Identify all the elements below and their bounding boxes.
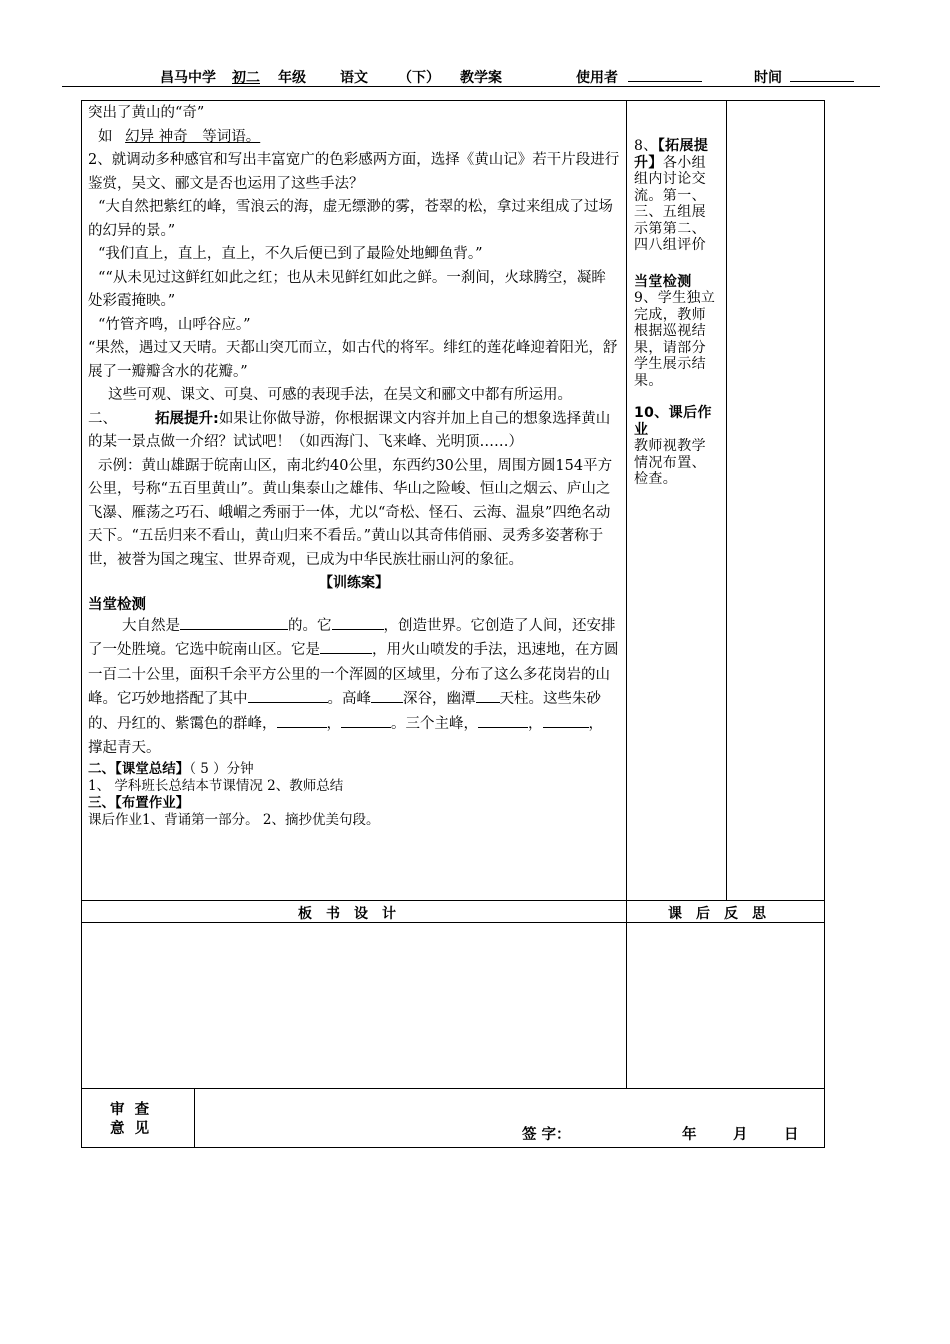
volume: （下） (398, 70, 440, 86)
review-label-line-1: 审 查 (110, 1102, 150, 1118)
example-paragraph: 示例：黄山雄踞于皖南山区，南北约40公里，东西约30公里，周围方圆154平方公里，号称“五百里黄山”。黄山集泰山之雄伟、华山之险峻、恒山之烟云、庐山之飞瀑、雁荡之巧石、峨嵋之秀丽于一体，尤以“奇松、怪石、云海、温泉”四绝名动天下。“五岳归来不看山，黄山归来不看岳。”黄山以其奇伟俏丽、灵秀多姿著称于世，被誉为国之瑰宝、世界奇观，已成为中华民族壮丽山河的象征。 (88, 457, 613, 568)
fill-blank[interactable] (277, 712, 327, 728)
class-summary-title: 二、【课堂总结】 (88, 760, 190, 777)
after-class-reflection-label: 课后反思 (668, 906, 780, 922)
note-8-number: 8、 (634, 138, 658, 154)
fill-text: 大自然是 (122, 617, 180, 634)
note-10-text: 教师视教学情况布置、检查。 (634, 438, 706, 487)
fill-blank[interactable] (371, 687, 403, 703)
class-summary-items: 1、 学科班长总结本节课情况 2、教师总结 (88, 777, 344, 794)
quote-4: “竹管齐鸣，山呼谷应。” (98, 316, 251, 333)
extension-text: 如果让你做导游，你根据课文内容并加上自己的想象选择黄山的某一景点做一介绍？试试吧！（如西海门、飞来峰、光明顶……） (88, 410, 611, 450)
note-8 (634, 138, 720, 254)
month-label: 月 (733, 1127, 748, 1143)
fill-blank[interactable] (476, 687, 500, 703)
user-blank (628, 66, 702, 82)
school-name: 昌马中学 (160, 70, 216, 86)
summary-line: 这些可观、课文、可臭、可感的表现手法，在吴文和郦文中都有所运用。 (108, 387, 572, 403)
class-summary-time: （ 5 ）分钟 (189, 760, 254, 777)
divider-review-label (194, 1088, 195, 1148)
board-design-label: 板书设计 (298, 906, 410, 922)
subject: 语文 (340, 70, 368, 86)
fill-blank[interactable] (341, 712, 391, 728)
fill-blank[interactable] (332, 614, 384, 630)
fill-text: 。高峰 (327, 691, 371, 707)
quote-2: “我们直上，直上，直上，不久后便已到了最险处地鲫鱼背。” (98, 246, 483, 262)
question-2: 2、就调动多种感官和写出丰富宽广的色彩感两方面，选择《黄山记》若干片段进行鉴赏，吴文、郦文是否也运用了这些手法？ (88, 152, 620, 192)
fill-text: 天柱。这些朱砂的、丹红的、紫霭色的群峰， (88, 691, 601, 732)
class-summary-line (88, 761, 620, 778)
fill-blank[interactable] (543, 712, 589, 728)
signature-label: 签 字： (522, 1127, 571, 1143)
main-content (88, 102, 620, 829)
fill-blank[interactable] (320, 638, 372, 654)
note-9-text: 9、学生独立完成，教师根据巡视结果，请部分学生展示结果。 (634, 290, 716, 389)
check-title: 当堂检测 (88, 596, 146, 613)
extension-label: 拓展提升: (155, 410, 219, 427)
fill-text: ，用火山喷发的手法，迅速地，在方圆一百二十公里，面积千余平方公里的一个浑圆的区域里，分布了这么多花岗岩的山峰。它巧妙地搭配了其中 (88, 642, 619, 707)
homework-title: 三、【布置作业】 (88, 794, 190, 811)
divider-review (81, 1088, 825, 1089)
line-example-words (88, 126, 620, 150)
fill-text: ，创造世界。它创造了人间，还安排了一处胜境。它选中皖南山区。它是 (88, 617, 616, 658)
fill-text: 。三个主峰， (391, 715, 478, 732)
quote-3: ““从未见过这鲜红如此之红；也从未见鲜红如此之鲜。一刹间，火球腾空，凝眸处彩霞掩映。” (88, 269, 606, 309)
grade-value: 初二 (232, 70, 260, 86)
review-label-line-2: 意 见 (110, 1121, 150, 1137)
year-label: 年 (682, 1127, 697, 1143)
fill-in-paragraph (88, 614, 620, 761)
fill-text: ， (528, 715, 543, 732)
document-header (62, 64, 880, 87)
example-words: 幻异 神奇 等词语。 (125, 128, 261, 145)
teacher-notes-column (634, 138, 720, 488)
divider-board-header (81, 900, 825, 901)
example-prefix: 如 (98, 128, 113, 145)
time-blank (790, 66, 854, 82)
review-label (110, 1101, 149, 1139)
quote-5: “果然，遇过又天晴。天都山突兀而立，如古代的将军。绯红的莲花峰迎着阳光，舒展了一瓣瓣含水的花瓣。” (88, 340, 618, 380)
extension-line (88, 408, 620, 455)
extension-number: 二、 (88, 410, 117, 427)
quote-1: “大自然把紫红的峰，雪浪云的海，虚无缥渺的雾，苍翠的松，拿过来组成了过场的幻异的景。” (88, 199, 613, 239)
note-8-title: 【拓展提升】 (634, 138, 709, 171)
note-8-text: 各小组组内讨论交流。第一、三、五组展示第第二、四八组评价 (634, 154, 707, 253)
day-label: 日 (784, 1127, 799, 1143)
note-10-title: 10、课后作业 (634, 405, 712, 438)
fill-text: ， (326, 715, 341, 732)
line-qi: 突出了黄山的“奇” (88, 105, 205, 121)
fill-text: 深谷，幽潭 (403, 691, 476, 707)
grade-label: 年级 (278, 70, 306, 86)
fill-text: 的。它 (288, 617, 332, 634)
user-label: 使用者 (576, 70, 618, 86)
homework-text: 课后作业1、背诵第一部分。 2、摘抄优美句段。 (88, 811, 380, 828)
fill-blank[interactable] (180, 614, 288, 630)
training-title: 【训练案】 (319, 575, 389, 591)
fill-text: ， 撑起青天。 (88, 715, 603, 756)
time-label: 时间 (754, 70, 782, 86)
note-9-title: 当堂检测 (634, 273, 692, 290)
divider-main-side (626, 100, 627, 1089)
fill-blank[interactable] (248, 687, 328, 703)
fill-blank[interactable] (478, 712, 528, 728)
doc-type: 教学案 (460, 70, 502, 86)
divider-side-right (726, 100, 727, 900)
